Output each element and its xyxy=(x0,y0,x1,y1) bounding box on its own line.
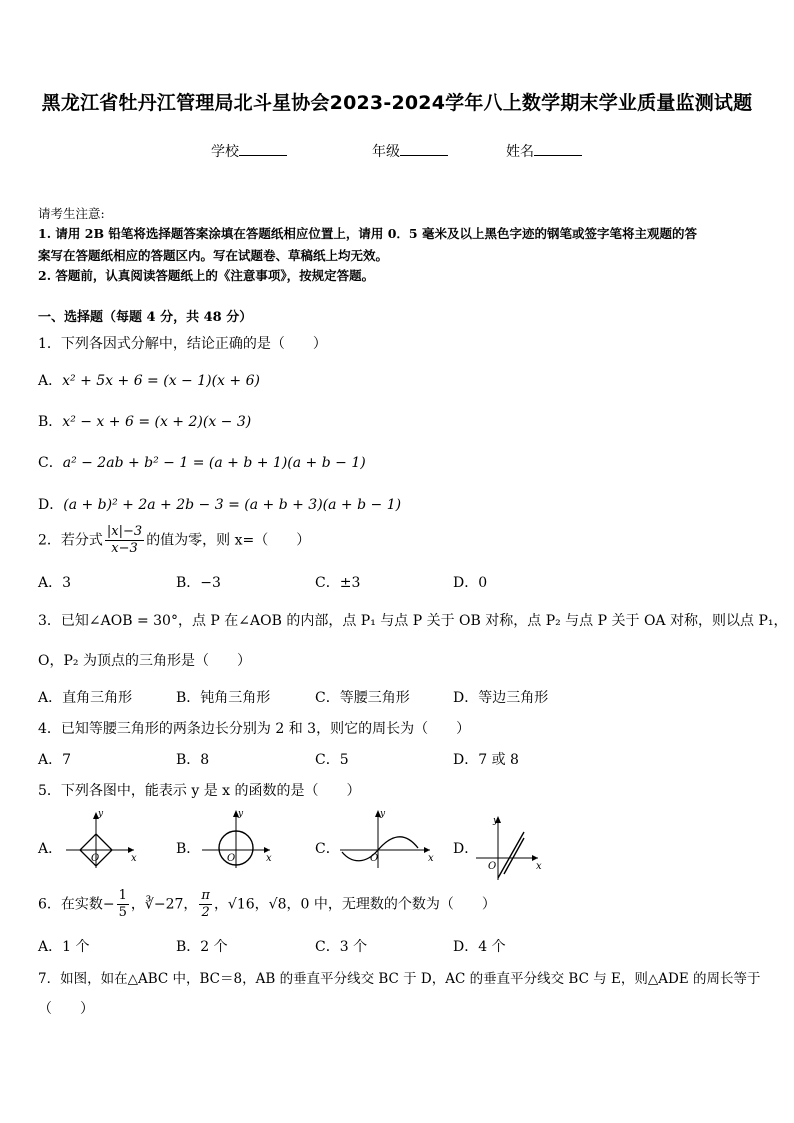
q3-line-1: 3．已知∠AOB = 30°，点 P 在∠AOB 的内部，点 P₁ 与点 P 关于 OB 对称，点 P₂ 与点 P 关于 OA 对称，则以点 P₁， xyxy=(38,613,788,629)
q2-option-a: A．3 xyxy=(38,575,72,591)
q5-option-c-label: C． xyxy=(315,841,340,857)
q5-option-b-label: B． xyxy=(176,841,201,857)
q1-c-expr: a² − 2ab + b² − 1 = (a + b + 1)(a + b − 1) xyxy=(62,455,366,471)
q2-option-c: C．±3 xyxy=(315,575,361,591)
q3-option-c: C．等腰三角形 xyxy=(315,690,410,706)
school-blank xyxy=(239,141,287,156)
q3-option-b: B．钝角三角形 xyxy=(176,690,271,706)
q4-option-c: C．5 xyxy=(315,752,349,768)
q5-option-d-label: D． xyxy=(453,841,479,857)
school-field xyxy=(211,141,287,161)
q1-option-d: D．(a + b)² + 2a + 2b − 3 = (a + b + 3)(a + b − 1) xyxy=(38,497,402,513)
section-heading: 一、选择题（每题 4 分，共 48 分） xyxy=(38,310,253,325)
graph-c-y-label: y xyxy=(380,809,386,819)
q4-option-b: B．8 xyxy=(176,752,210,768)
q1-option-a: A．x² + 5x + 6 = (x − 1)(x + 6) xyxy=(38,373,260,389)
q5-option-a-label: A． xyxy=(38,841,63,857)
graph-c-curve xyxy=(338,808,438,870)
q5-stem: 5．下列各图中，能表示 y 是 x 的函数的是（ ） xyxy=(38,783,361,799)
q6-option-b: B．2 个 xyxy=(176,939,228,955)
q2-option-d: D．0 xyxy=(453,575,488,591)
graph-c-origin: O xyxy=(370,853,379,864)
q2-stem: 2．若分式 $\frac{|x|-3}{x-3}$ 的值为零，则 x=（ ） xyxy=(38,524,311,556)
name-blank xyxy=(534,141,582,156)
graph-d-origin: O xyxy=(488,861,497,872)
grade-label: 年级 xyxy=(372,144,400,160)
notice-line-1a: 1. 请用 2B 铅笔将选择题答案涂填在答题纸相应位置上，请用 0．5 毫米及以上黑色字迹的钢笔或签字笔将主观题的答 xyxy=(38,226,697,241)
q7-line-2: （ ） xyxy=(38,1001,94,1017)
q1-b-expr: x² − x + 6 = (x + 2)(x − 3) xyxy=(62,414,252,430)
graph-d-x-label: x xyxy=(536,861,542,872)
q6-option-d: D．4 个 xyxy=(453,939,506,955)
q2-fraction: $\frac{|x|-3}{x-3}$ xyxy=(106,524,143,556)
page-title: 黑龙江省牡丹江管理局北斗星协会2023-2024学年八上数学期末学业质量监测试题 xyxy=(41,92,753,114)
q1-option-c: C．a² − 2ab + b² − 1 = (a + b + 1)(a + b − 1) xyxy=(38,455,366,471)
q7-line-1: 7．如图，如在△ABC 中，BC＝8，AB 的垂直平分线交 BC 于 D，AC 的垂直平分线交 BC 与 E，则△ADE 的周长等于 xyxy=(38,971,761,987)
q3-option-d: D．等边三角形 xyxy=(453,690,549,706)
notice-line-2: 2. 答题前，认真阅读答题纸上的《注意事项》，按规定答题。 xyxy=(38,268,375,283)
q4-option-d: D．7 或 8 xyxy=(453,752,519,768)
name-label: 姓名 xyxy=(506,144,534,160)
q6-stem: 6．在实数− $\frac{1}{5}$ ，∛−27， $\frac{\pi}{2}$ ，√16，√8，0 中，无理数的个数为（ ） xyxy=(38,888,496,920)
graph-c-x-label: x xyxy=(428,853,434,864)
q4-stem: 4．已知等腰三角形的两条边长分别为 2 和 3，则它的周长为（ ） xyxy=(38,721,471,737)
notice-heading: 请考生注意: xyxy=(38,206,105,221)
q1-option-b: B．x² − x + 6 = (x + 2)(x − 3) xyxy=(38,414,252,430)
school-label: 学校 xyxy=(211,144,239,160)
graph-a-origin: O xyxy=(91,853,100,864)
graph-a-y-label: y xyxy=(98,809,104,819)
q6-fraction-pi: $\frac{\pi}{2}$ xyxy=(201,888,210,920)
graph-b-x-label: x xyxy=(266,853,272,864)
q4-option-a: A．7 xyxy=(38,752,72,768)
graph-b-circle xyxy=(198,808,278,870)
q1-stem: 1．下列各因式分解中，结论正确的是（ ） xyxy=(38,336,327,352)
graph-d-lines xyxy=(474,812,554,882)
q3-option-a: A．直角三角形 xyxy=(38,690,133,706)
grade-field xyxy=(372,141,448,161)
graph-b-origin: O xyxy=(227,853,236,864)
q6-option-a: A．1 个 xyxy=(38,939,90,955)
q6-option-c: C．3 个 xyxy=(315,939,368,955)
graph-d-y-label: y xyxy=(493,816,499,826)
q3-line-2: O，P₂ 为顶点的三角形是（ ） xyxy=(38,653,251,669)
q6-fraction-1: $\frac{1}{5}$ xyxy=(118,888,127,920)
q2-option-b: B．−3 xyxy=(176,575,221,591)
graph-a-x-label: x xyxy=(131,853,137,864)
q1-a-expr: x² + 5x + 6 = (x − 1)(x + 6) xyxy=(62,373,260,389)
notice-line-1b: 案写在答题纸相应的答题区内。写在试题卷、草稿纸上均无效。 xyxy=(38,248,389,263)
name-field xyxy=(506,141,582,161)
graph-a-rhombus xyxy=(62,808,142,870)
grade-blank xyxy=(400,141,448,156)
q1-d-expr: (a + b)² + 2a + 2b − 3 = (a + b + 3)(a + b − 1) xyxy=(63,497,402,513)
graph-b-y-label: y xyxy=(238,809,244,819)
